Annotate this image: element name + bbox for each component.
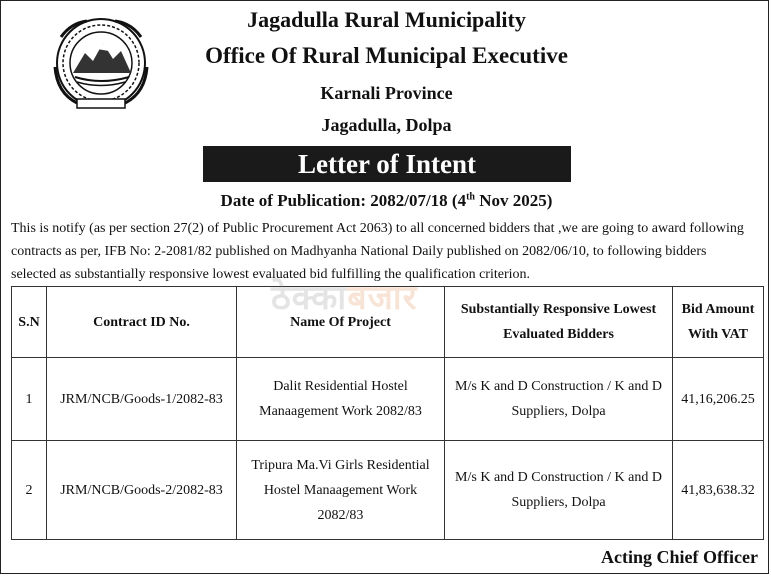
cell-sn: 2 — [12, 441, 47, 540]
award-table — [11, 286, 764, 540]
notice-title-banner: Letter of Intent — [203, 146, 571, 182]
signature-title: Acting Chief Officer — [601, 547, 758, 567]
cell-project: Tripura Ma.Vi Girls Residential Hostel Manaagement Work 2082/83 — [237, 441, 445, 540]
header-project: Name Of Project — [237, 287, 445, 358]
intro-line: selected as substantially responsive lowest evaluated bid fulfilling the qualification criterion. — [11, 267, 531, 282]
cell-contract-id: JRM/NCB/Goods-2/2082-83 — [47, 441, 237, 540]
intro-line: This is notify (as per section 27(2) of Public Procurement Act 2063) to all concerned bidders that ,we are going to award following — [11, 221, 744, 236]
intro-line: contracts as per, IFB No: 2-2081/82 published on Madhyanha National Daily published on 2082/06/10, to following bidders — [11, 244, 707, 259]
cell-sn: 1 — [12, 358, 47, 441]
office-name: Office Of Rural Municipal Executive — [205, 43, 568, 68]
cell-project: Dalit Residential Hostel Manaagement Work 2082/83 — [237, 358, 445, 441]
cell-bidder: M/s K and D Construction / K and D Suppliers, Dolpa — [445, 358, 673, 441]
cell-amount: 41,83,638.32 — [673, 441, 764, 540]
cell-contract-id: JRM/NCB/Goods-1/2082-83 — [47, 358, 237, 441]
location-name: Jagadulla, Dolpa — [321, 115, 452, 135]
province-name: Karnali Province — [320, 83, 453, 103]
municipality-name: Jagadulla Rural Municipality — [247, 7, 526, 32]
header-bidders: Substantially Responsive Lowest Evaluated Bidders — [445, 287, 673, 358]
cell-amount: 41,16,206.25 — [673, 358, 764, 441]
watermark-part-2: बजार — [347, 278, 418, 318]
table-row — [12, 358, 764, 441]
watermark-part-1: ठेक्का — [271, 278, 348, 318]
header-contract-id: Contract ID No. — [47, 287, 237, 358]
table-row — [12, 441, 764, 540]
header-amount: Bid Amount With VAT — [673, 287, 764, 358]
watermark — [271, 273, 418, 319]
cell-bidder: M/s K and D Construction / K and D Suppliers, Dolpa — [445, 441, 673, 540]
publication-date-prefix: Date of Publication: 2082/07/18 (4 — [220, 191, 467, 210]
header-sn: S.N — [12, 287, 47, 358]
publication-date — [1, 191, 769, 211]
publication-date-ordinal: th — [466, 191, 475, 203]
publication-date-suffix: Nov 2025) — [475, 191, 553, 210]
